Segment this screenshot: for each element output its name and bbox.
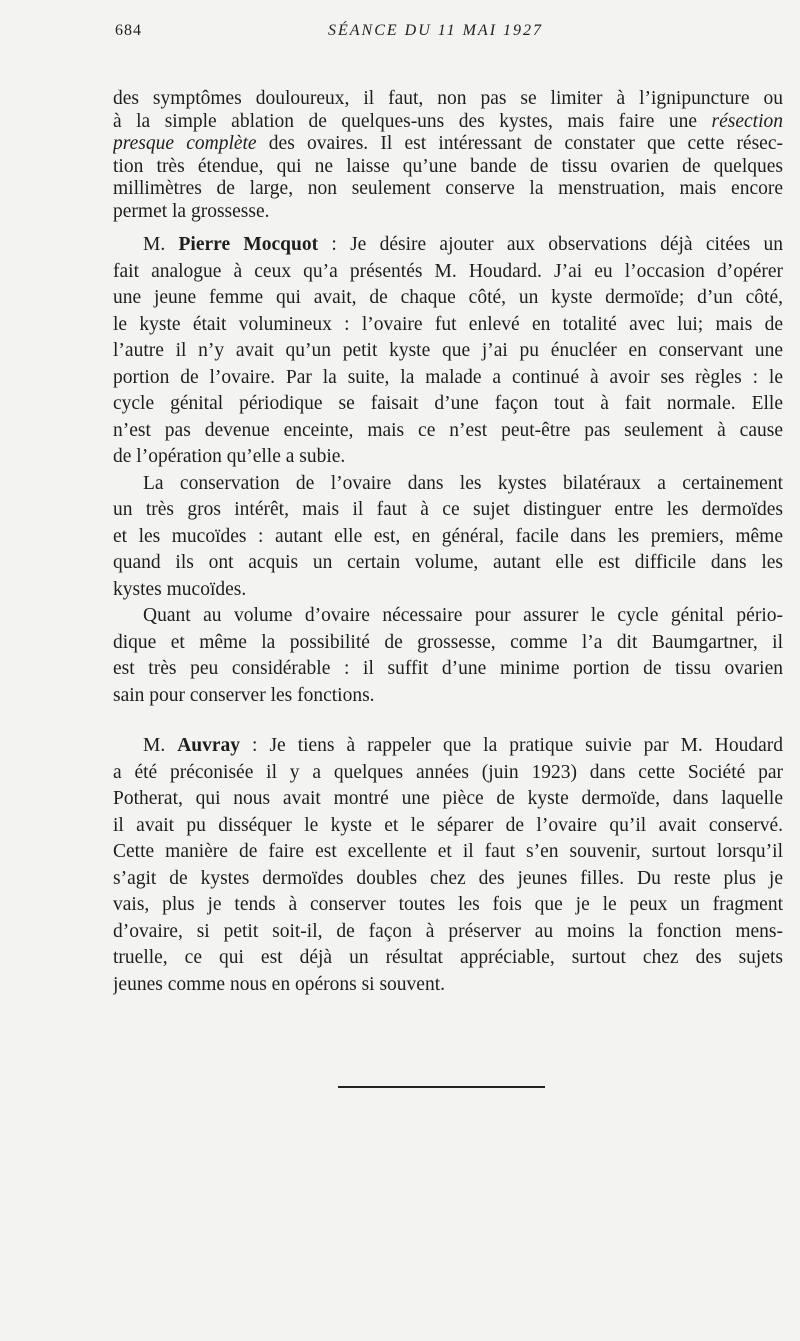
text-run: millimètres de large, non seulement conserve la menstruation, mais encore bbox=[113, 178, 783, 199]
text-line bbox=[113, 866, 783, 893]
text-run: le kyste était volumineux : l’ovaire fut enlevé en totalité avec lui; mais de bbox=[113, 313, 783, 335]
text-line bbox=[113, 892, 783, 919]
text-line bbox=[113, 133, 783, 156]
text-line bbox=[113, 603, 783, 630]
text-run: des ovaires. Il est intéressant de constater que cette résec- bbox=[256, 133, 783, 154]
text-line bbox=[113, 760, 783, 787]
text-line bbox=[113, 259, 783, 286]
text-line bbox=[113, 88, 783, 111]
text-run: quand ils ont acquis un certain volume, autant elle est difficile dans les bbox=[113, 552, 783, 573]
speaker-name: Pierre Mocquot bbox=[178, 234, 319, 255]
text-line bbox=[113, 839, 783, 866]
italic-text: résection bbox=[711, 110, 783, 132]
text-run: portion de l’ovaire. Par la suite, la malade a continué à avoir ses règles : le bbox=[113, 366, 783, 388]
text-run: l’autre il n’y avait qu’un petit kyste que j’ai pu énucléer en conservant une bbox=[113, 340, 783, 361]
text-line bbox=[113, 471, 783, 498]
text-run: s’agit de kystes dermoïdes doubles chez des jeunes filles. Du reste plus je bbox=[113, 867, 783, 889]
text-run: vais, plus je tends à conserver toutes les fois que je le peux un fragment bbox=[113, 894, 783, 915]
text-line bbox=[113, 391, 783, 418]
text-run: à la simple ablation de quelques-uns des kystes, mais faire une bbox=[113, 110, 712, 132]
running-title: SÉANCE DU 11 MAI 1927 bbox=[328, 22, 544, 39]
text-run: cycle génital périodique se faisait d’une façon tout à fait normale. Elle bbox=[113, 393, 783, 414]
text-line bbox=[113, 444, 783, 471]
text-line bbox=[113, 786, 783, 813]
text-line bbox=[113, 945, 783, 972]
text-line bbox=[113, 656, 783, 683]
text-run: Cette manière de faire est excellente et il faut s’en souvenir, surtout lorsqu’il bbox=[113, 841, 783, 862]
text-line bbox=[113, 418, 783, 445]
text-run: M. bbox=[143, 735, 178, 756]
text-run: Quant au volume d’ovaire nécessaire pour assurer le cycle génital pério- bbox=[143, 605, 783, 626]
end-rule-divider bbox=[338, 1086, 545, 1088]
paragraph-continuation bbox=[113, 88, 783, 223]
text-line bbox=[113, 111, 783, 134]
text-line bbox=[113, 813, 783, 840]
text-run: permet la grossesse. bbox=[113, 200, 270, 222]
text-run: sain pour conserver les fonctions. bbox=[113, 684, 375, 706]
text-run: est très peu considérable : il suffit d’une minime portion de tissu ovarien bbox=[113, 658, 783, 679]
text-run: un très gros intérêt, mais il faut à ce sujet distinguer entre les dermoïdes bbox=[113, 499, 783, 520]
text-run: : Je désire ajouter aux observations déjà citées un bbox=[318, 234, 783, 255]
text-run: n’est pas devenue enceinte, mais ce n’est peut-être pas seulement à cause bbox=[113, 419, 783, 441]
page-number: 684 bbox=[115, 22, 142, 39]
text-line bbox=[113, 683, 783, 710]
text-line bbox=[113, 577, 783, 604]
text-line bbox=[113, 201, 783, 224]
text-line bbox=[113, 285, 783, 312]
text-run: jeunes comme nous en opérons si souvent. bbox=[113, 973, 445, 995]
text-run: une jeune femme qui avait, de chaque côté, un kyste dermoïde; d’un côté, bbox=[113, 287, 783, 308]
text-line bbox=[113, 232, 783, 259]
text-run: La conservation de l’ovaire dans les kystes bilatéraux a certainement bbox=[143, 472, 783, 494]
text-run: fait analogue à ceux qu’a présentés M. Houdard. J’ai eu l’occasion d’opérer bbox=[113, 260, 783, 282]
text-run: d’ovaire, si petit soit-il, de façon à préserver au moins la fonction mens- bbox=[113, 920, 783, 942]
text-run: de l’opération qu’elle a subie. bbox=[113, 446, 346, 467]
text-run: kystes mucoïdes. bbox=[113, 578, 247, 600]
text-line bbox=[113, 630, 783, 657]
text-run: il avait pu disséquer le kyste et le séparer de l’ovaire qu’il avait conservé. bbox=[113, 814, 783, 836]
text-line bbox=[113, 550, 783, 577]
text-line bbox=[113, 524, 783, 551]
text-run: M. bbox=[143, 234, 179, 255]
text-line bbox=[113, 733, 783, 760]
speaker-name: Auvray bbox=[177, 735, 241, 756]
text-line bbox=[113, 338, 783, 365]
text-run: tion très étendue, qui ne laisse qu’une bande de tissu ovarien de quelques bbox=[113, 155, 783, 177]
text-line bbox=[113, 156, 783, 179]
text-line bbox=[113, 919, 783, 946]
text-run: dique et même la possibilité de grossesse, comme l’a dit Baumgartner, il bbox=[113, 631, 783, 653]
text-line bbox=[113, 312, 783, 339]
text-line bbox=[113, 972, 783, 999]
text-run: et les mucoïdes : autant elle est, en général, facile dans les premiers, même bbox=[113, 525, 783, 547]
text-line bbox=[113, 497, 783, 524]
text-run: a été préconisée il y a quelques années (juin 1923) dans cette Société par bbox=[113, 761, 783, 783]
text-run: : Je tiens à rappeler que la pratique suivie par M. Houdard bbox=[240, 735, 783, 756]
text-line bbox=[113, 365, 783, 392]
paragraph-mocquot bbox=[113, 232, 783, 709]
italic-text: presque complète bbox=[113, 133, 257, 154]
text-run: truelle, ce qui est déjà un résultat appréciable, surtout chez des sujets bbox=[113, 947, 783, 968]
text-run: Potherat, qui nous avait montré une pièce de kyste dermoïde, dans laquelle bbox=[113, 788, 783, 809]
paragraph-auvray bbox=[113, 733, 783, 998]
text-line bbox=[113, 178, 783, 201]
text-run: des symptômes douloureux, il faut, non pas se limiter à l’ignipuncture ou bbox=[113, 88, 783, 109]
